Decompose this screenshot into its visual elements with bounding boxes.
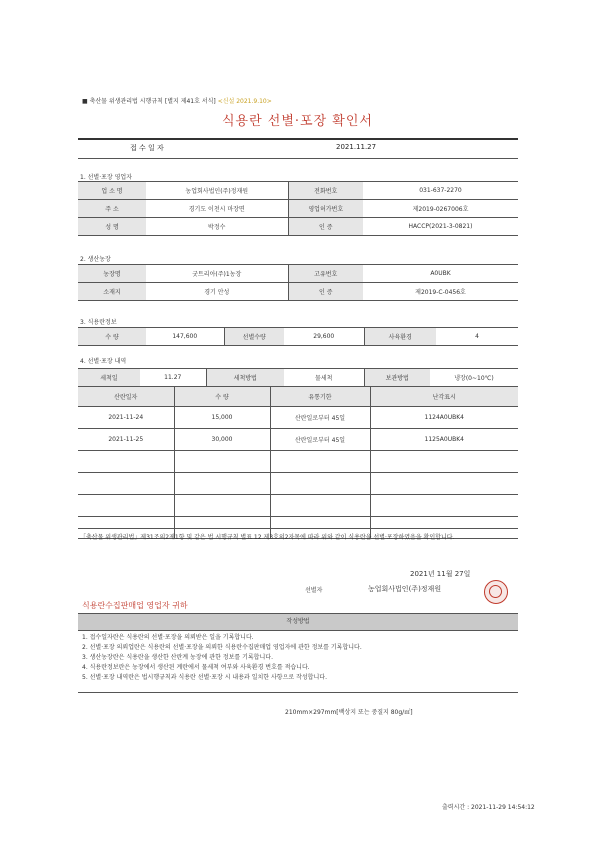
laid-date-cell: 2021-11-24 (78, 407, 174, 429)
quantity-header: 수 량 (174, 387, 270, 407)
expiry-cell: 산란일로부터 45일 (270, 429, 370, 451)
quantity-cell (174, 451, 270, 473)
housing-value: 4 (436, 328, 518, 346)
quantity-cell: 15,000 (174, 407, 270, 429)
farm-id-label: 고유번호 (288, 265, 363, 283)
shell-mark-header: 난각표시 (370, 387, 518, 407)
laid-date-cell (78, 473, 174, 495)
phone-label: 전화번호 (288, 182, 363, 200)
form-note (82, 96, 272, 105)
receipt-label: 접 수 일 자 (130, 144, 164, 152)
paper-spec: 210mm×297mm[백상지 또는 중질지 80g/㎡] (285, 709, 413, 716)
table-row (78, 328, 518, 346)
quantity-label: 수 량 (78, 328, 146, 346)
table-row (78, 218, 518, 236)
sorting-table (78, 386, 518, 539)
housing-label: 사육환경 (364, 328, 436, 346)
table-row (78, 473, 518, 495)
form-note-text: ■ 축산물 위생관리법 시행규칙 [별지 제41호 서식] (82, 98, 216, 105)
storage-label: 보관방법 (364, 369, 430, 387)
table-row (78, 451, 518, 473)
laid-date-cell (78, 495, 174, 517)
section3-heading: 3. 식용란정보 (80, 319, 117, 326)
print-timestamp: 출력시간 : 2021-11-29 14:54:12 (442, 804, 535, 811)
notice-title: 작성방법 (78, 613, 518, 631)
section2-heading: 2. 생산농장 (80, 256, 111, 263)
quantity-cell: 30,000 (174, 429, 270, 451)
table-header-row (78, 387, 518, 407)
list-item: 1. 접수일자란은 식용란의 선별·포장을 의뢰받은 일을 기록합니다. (82, 634, 254, 641)
storage-value: 냉장(0~10℃) (430, 369, 518, 387)
signer-label: 선별자 (305, 587, 323, 594)
shell-mark-cell: 1124A0UBK4 (370, 407, 518, 429)
license-label: 영업허가번호 (288, 200, 363, 218)
laid-date-cell (78, 451, 174, 473)
issue-date: 2021년 11월 27일 (410, 570, 471, 578)
expiry-cell (270, 495, 370, 517)
list-item: 3. 생산농장란은 식용란을 생산한 산란계 농장에 관한 정보를 기록합니다. (82, 654, 273, 661)
section3-table (78, 327, 518, 346)
wash-method-label: 세척방법 (206, 369, 284, 387)
business-name-label: 업 소 명 (78, 182, 146, 200)
table-row (78, 283, 518, 301)
farm-location-label: 소재지 (78, 283, 146, 301)
license-value: 제2019-0267006호 (363, 200, 518, 218)
notice-divider (78, 692, 518, 693)
receipt-divider (78, 158, 518, 159)
laid-date-cell: 2021-11-25 (78, 429, 174, 451)
laid-date-header: 산란일자 (78, 387, 174, 407)
owner-value: 박정수 (146, 218, 288, 236)
document-title: 식용란 선별·포장 확인서 (222, 114, 373, 129)
statement-divider (78, 528, 518, 529)
certification-value: HACCP(2021-3-0821) (363, 218, 518, 236)
expiry-cell: 산란일로부터 45일 (270, 407, 370, 429)
farm-cert-value: 제2019-C-0456호 (363, 283, 518, 301)
shell-mark-cell (370, 451, 518, 473)
signer-name: 농업회사법인(주)정재원 (368, 585, 442, 593)
wash-date-value: 11.27 (140, 369, 206, 387)
address-value: 경기도 이천시 마장면 (146, 200, 288, 218)
farm-cert-label: 인 증 (288, 283, 363, 301)
farm-location-value: 경기 안성 (146, 283, 288, 301)
section1-heading: 1. 선별·포장 영업자 (80, 174, 133, 181)
table-row (78, 265, 518, 283)
sorted-quantity-value: 29,600 (284, 328, 364, 346)
table-row (78, 495, 518, 517)
farm-id-value: A0UBK (363, 265, 518, 283)
official-seal (484, 580, 508, 604)
sorted-quantity-label: 선별수량 (224, 328, 284, 346)
farm-name-value: 굿트리아(주)1농장 (146, 265, 288, 283)
business-name-value: 농업회사법인(주)정재원 (146, 182, 288, 200)
certification-label: 인 증 (288, 218, 363, 236)
receipt-date: 2021.11.27 (336, 143, 377, 151)
expiry-cell (270, 473, 370, 495)
table-row (78, 429, 518, 451)
address-label: 주 소 (78, 200, 146, 218)
section2-table (78, 264, 518, 301)
quantity-value: 147,600 (146, 328, 224, 346)
recipient: 식용란수집판매업 영업자 귀하 (82, 601, 188, 610)
table-row (78, 369, 518, 387)
shell-mark-cell (370, 495, 518, 517)
expiry-cell (270, 451, 370, 473)
list-item: 5. 선별·포장 내역란은 법시행규칙과 식용란 선별·포장 시 내용과 일치한 사항으로 작성합니다. (82, 674, 327, 681)
form-note-revision: <신설 2021.9.10> (217, 98, 272, 105)
notice-list (82, 633, 516, 683)
shell-mark-cell: 1125A0UBK4 (370, 429, 518, 451)
list-item: 2. 선별·포장 의뢰업란은 식용란의 선별·포장을 의뢰한 식용란수집판매업 영업자에 관한 정보를 기록합니다. (82, 644, 362, 651)
quantity-cell (174, 473, 270, 495)
section4-meta-table (78, 368, 518, 387)
farm-name-label: 농장명 (78, 265, 146, 283)
expiry-header: 유통기한 (270, 387, 370, 407)
section4-heading: 4. 선별·포장 내역 (80, 358, 127, 365)
list-item: 4. 식용란정보란은 농장에서 생산된 계란에서 물세척 여부와 사육환경 번호를 적습니다. (82, 664, 310, 671)
shell-mark-cell (370, 473, 518, 495)
owner-label: 성 명 (78, 218, 146, 236)
confirmation-statement: 「축산물 위생관리법」제31조의2제1항 및 같은 법 시행규칙 별표 12 제3호의2자목에 따라 위와 같이 식용란을 선별·포장하였음을 확인합니다. (80, 534, 455, 541)
wash-method-value: 물세척 (284, 369, 364, 387)
table-row (78, 200, 518, 218)
section1-table (78, 181, 518, 236)
table-row (78, 182, 518, 200)
wash-date-label: 세척일 (78, 369, 140, 387)
table-row (78, 407, 518, 429)
quantity-cell (174, 495, 270, 517)
title-divider (78, 138, 518, 140)
phone-value: 031-637-2270 (363, 182, 518, 200)
